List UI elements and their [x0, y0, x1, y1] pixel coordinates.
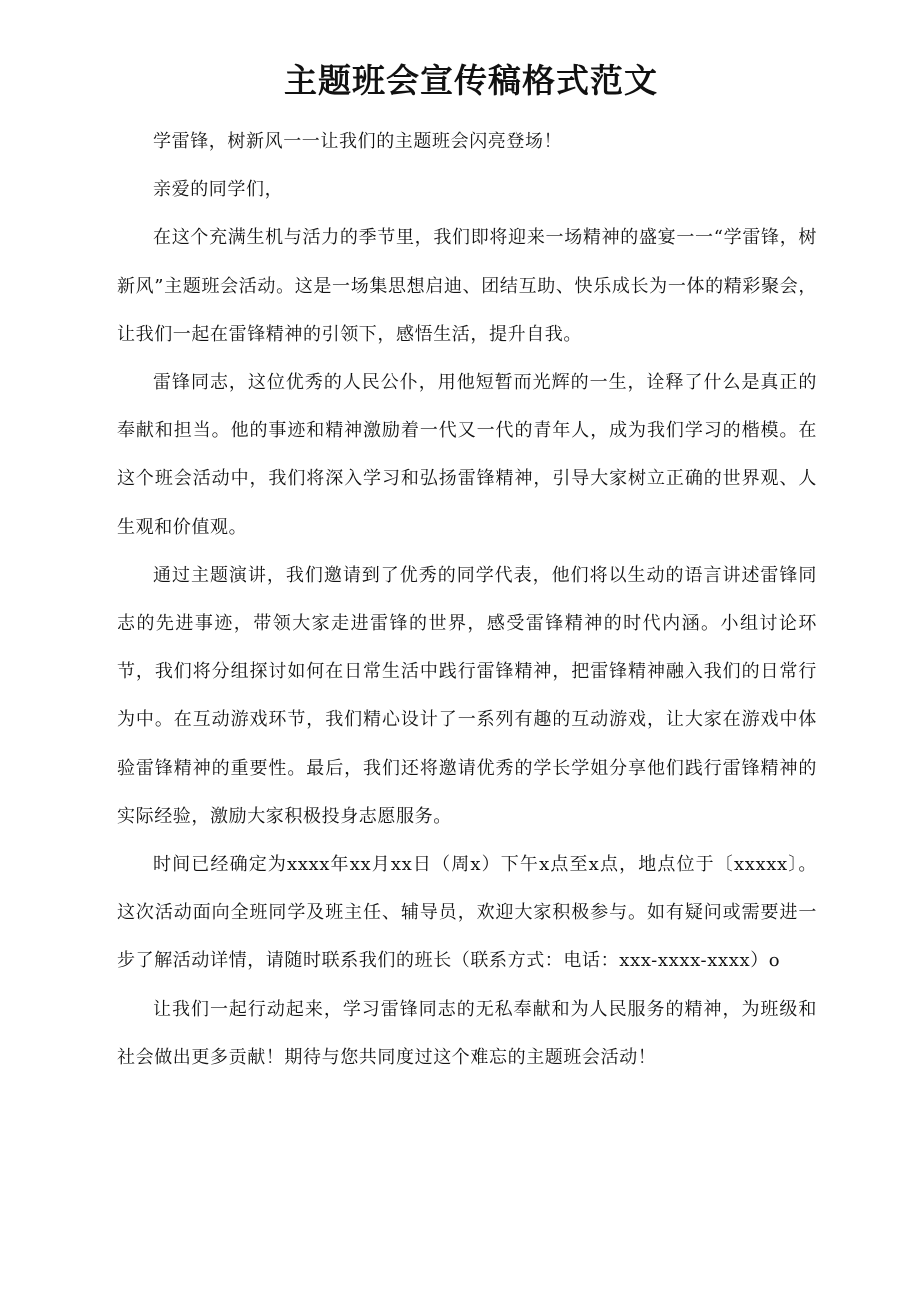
- document-title: 主题班会宣传稿格式范文: [284, 61, 658, 100]
- paragraph-leifeng: 雷锋同志，这位优秀的人民公仆，用他短暂而光辉的一生，诠释了什么是真正的奉献和担当。他的事迹和精神激励着一代又一代的青年人，成为我们学习的楷模。在这个班会活动中，我们将深入学习和弘扬雷锋精神，引导大家树立正确的世界观、人生观和价值观。: [117, 372, 817, 538]
- paragraph-closing: 让我们一起行动起来，学习雷锋同志的无私奉献和为人民服务的精神，为班级和社会做出更多贡献！期待与您共同度过这个难忘的主题班会活动！: [117, 998, 817, 1068]
- paragraph-intro: 在这个充满生机与活力的季节里，我们即将迎来一场精神的盛宴一一“学雷锋，树新风”主题班会活动。这是一场集思想启迪、团结互助、快乐成长为一体的精彩聚会，让我们一起在雷锋精神的引领下，感悟生活，提升自我。: [117, 227, 817, 345]
- paragraph-time-place: 时间已经确定为xxxx年xx月xx日（周x）下午x点至x点，地点位于〔xxxxx〕。这次活动面向全班同学及班主任、辅导员，欢迎大家积极参与。如有疑问或需要进一步了解活动详情，请随时联系我们的班长（联系方式：电话：xxx-xxxx-xxxx）o: [117, 854, 817, 972]
- paragraph-greeting: 亲爱的同学们，: [153, 179, 284, 201]
- paragraph-activities: 通过主题演讲，我们邀请到了优秀的同学代表，他们将以生动的语言讲述雷锋同志的先进事迹，带领大家走进雷锋的世界，感受雷锋精神的时代内涵。小组讨论环节，我们将分组探讨如何在日常生活中践行雷锋精神，把雷锋精神融入我们的日常行为中。在互动游戏环节，我们精心设计了一系列有趣的互动游戏，让大家在游戏中体验雷锋精神的重要性。最后，我们还将邀请优秀的学长学姐分享他们践行雷锋精神的实际经验，激励大家积极投身志愿服务。: [117, 564, 817, 827]
- paragraph-slogan: 学雷锋，树新风一一让我们的主题班会闪亮登场！: [153, 131, 563, 152]
